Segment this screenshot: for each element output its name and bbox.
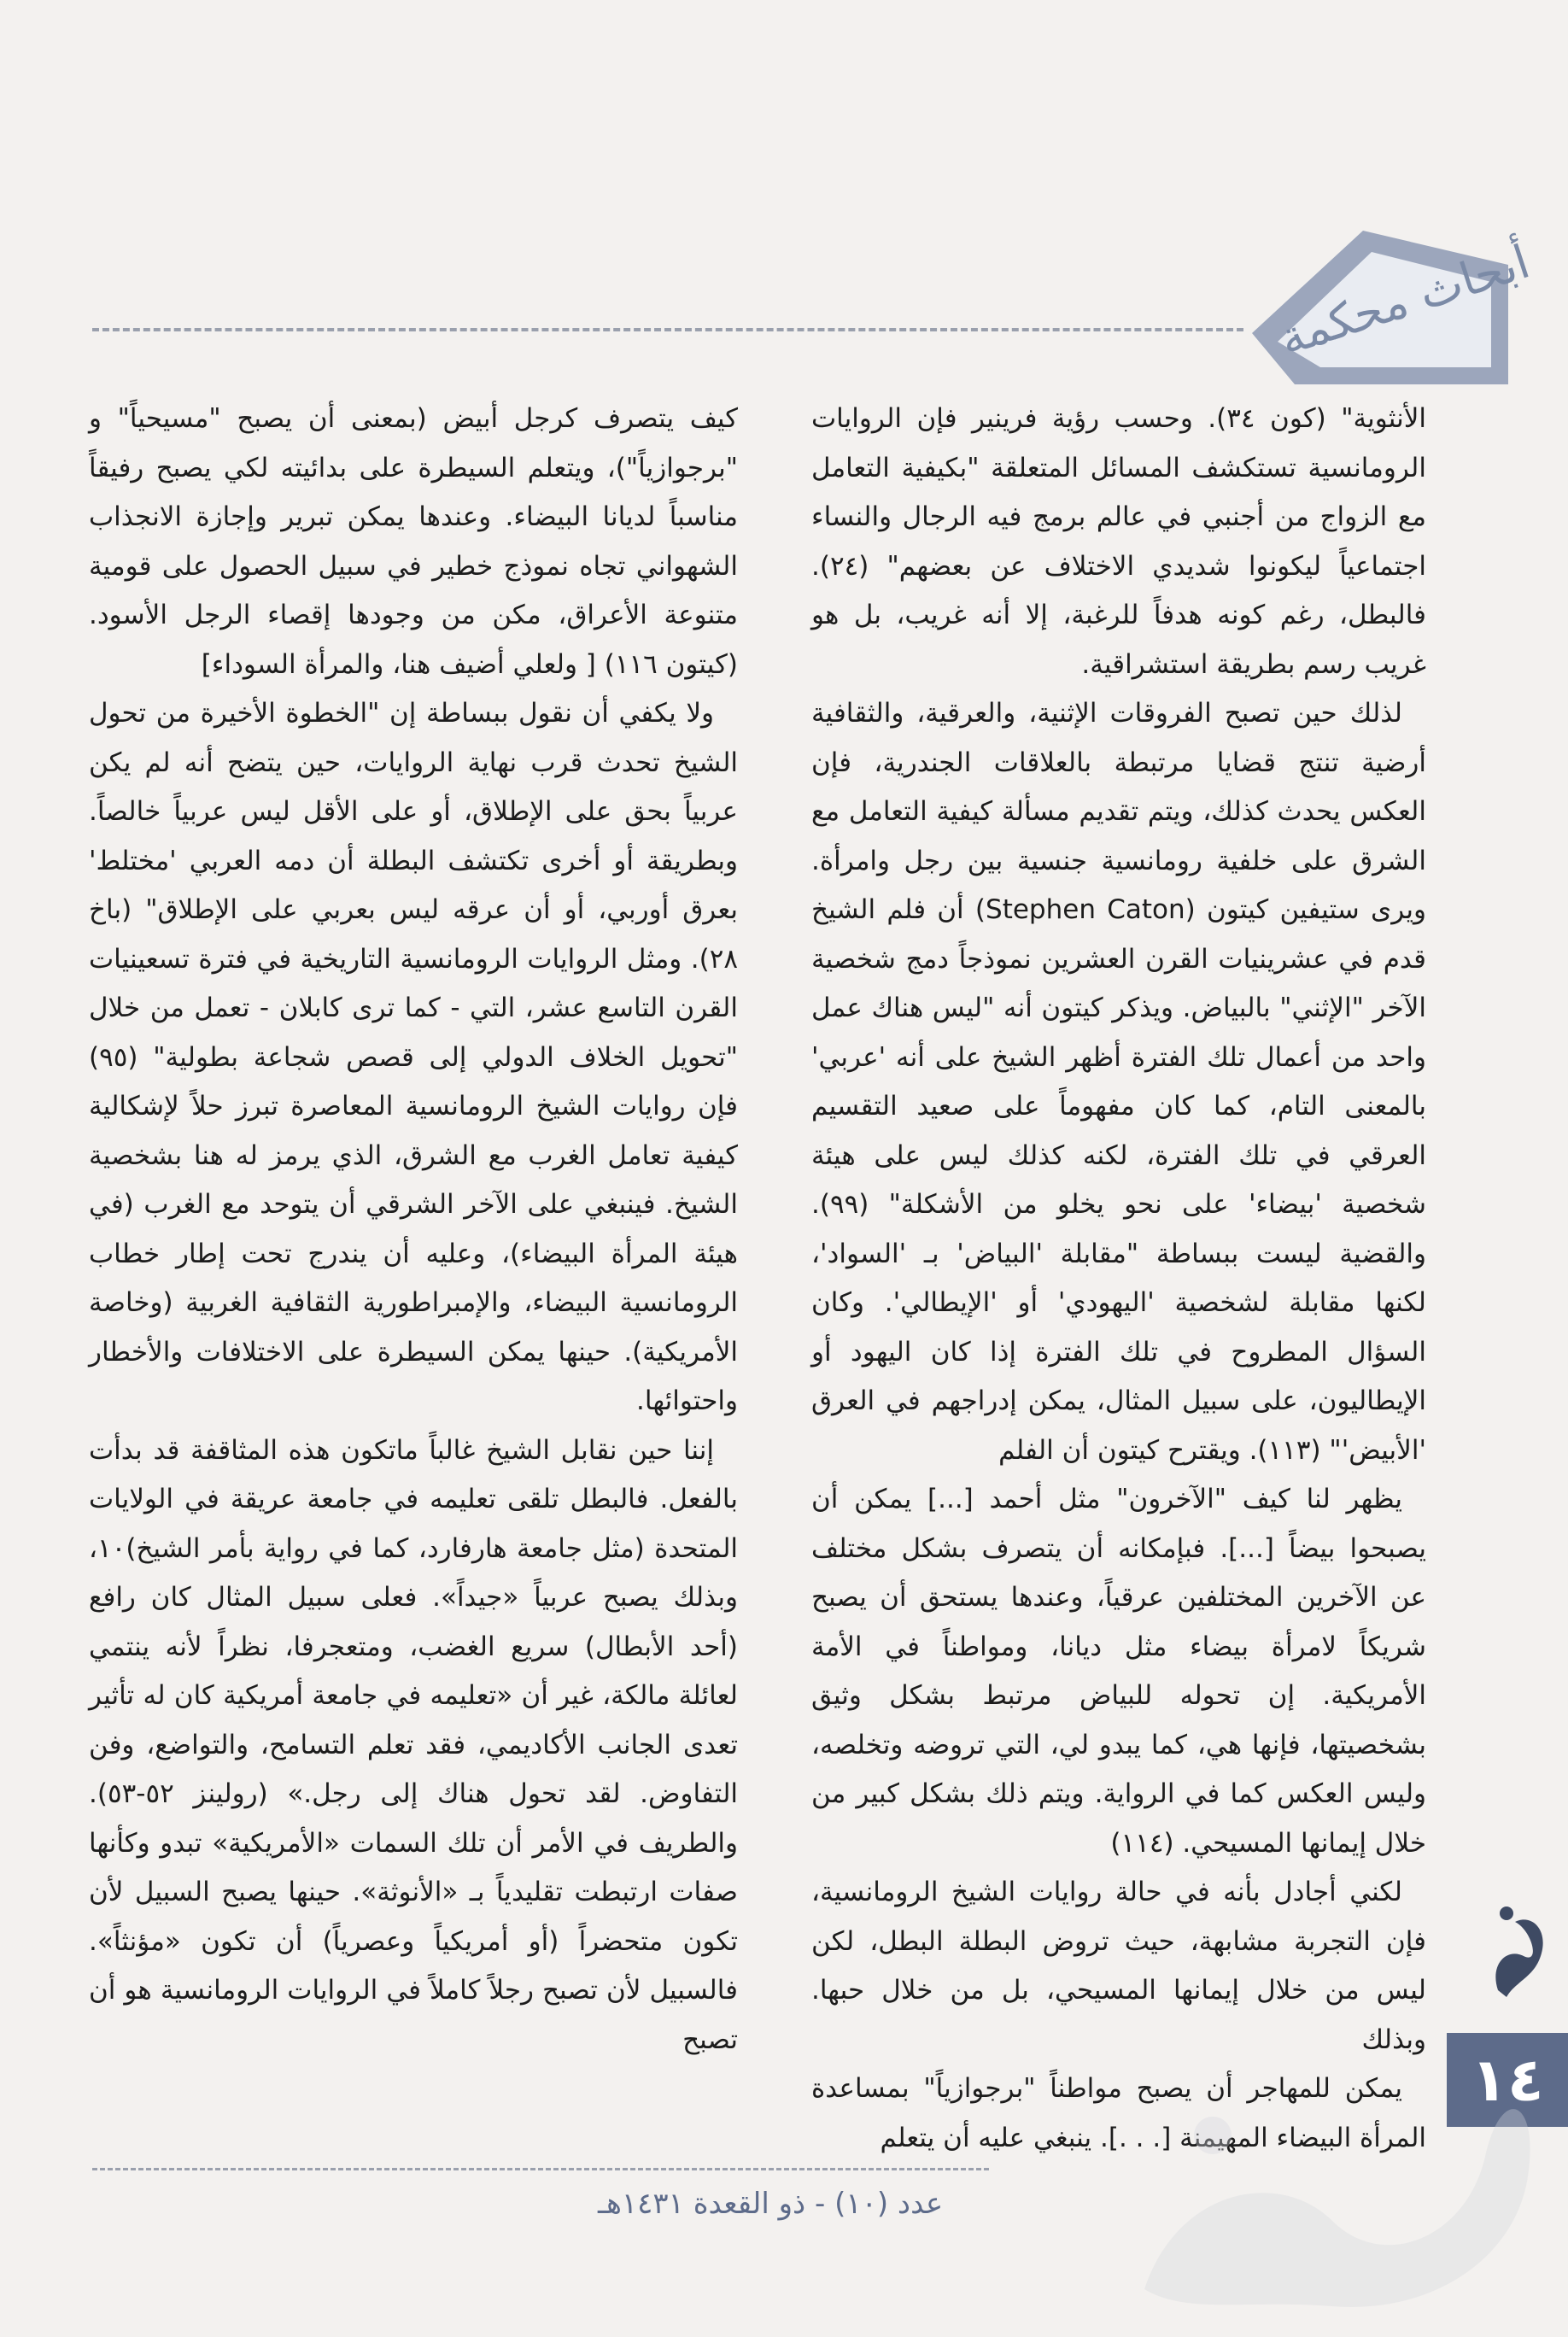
page-number-tab: ١٤ [1447,2033,1568,2127]
paragraph: ولا يكفي أن نقول ببساطة إن "الخطوة الأخيرة من تحول الشيخ تحدث قرب نهاية الروايات، حين يتضح أنه لم يكن عربياً بحق على الإطلاق، أو على الأقل ليس عربياً خالصاً. وبطريقة أو أخرى تكتشف البطلة أن دمه العربي 'مختلط' بعرق أوربي، أو أن عرقه ليس بعربي على الإطلاق" (باخ ٢٨). ومثل الروايات الرومانسية التاريخية في فترة تسعينيات القرن التاسع عشر، التي - كما ترى كابلان - تعمل من خلال "تحويل الخلاف الدولي إلى قصص شجاعة بطولية" (٩٥) فإن روايات الشيخ الرومانسية المعاصرة تبرز حلاً لإشكالية كيفية تعامل الغرب مع الشرق، الذي يرمز له هنا بشخصية الشيخ. فينبغي على الآخر الشرقي أن يتوحد مع الغرب (في هيئة المرأة البيضاء)، وعليه أن يندرج تحت إطار خطاب الرومانسية البيضاء، والإمبراطورية الثقافية الغربية (وخاصة الأمريكية). حينها يمكن السيطرة على الاختلافات والأخطار واحتوائها. [89,698,738,1416]
paragraph: الأنثوية" (كون ٣٤). وحسب رؤية فرينير فإن الروايات الرومانسية تستكشف المسائل المتعلقة "بكيفية التعامل مع الزواج من أجنبي في عالم برمج فيه الرجال والنساء اجتماعياً ليكونوا شديدي الاختلاف عن بعضهم" (٢٤). فالبطل، رغم كونه هدفاً للرغبة، إلا أنه غريب، بل هو غريب رسم بطريقة استشراقية. [811,403,1426,680]
paragraph: لكني أجادل بأنه في حالة روايات الشيخ الرومانسية، فإن التجربة مشابهة، حيث تروض البطلة البطل، لكن ليس من خلال إيمانها المسيحي، بل من خلال حبها. وبذلك [811,1877,1426,2055]
paragraph: إننا حين نقابل الشيخ غالباً ماتكون هذه المثاقفة قد بدأت بالفعل. فالبطل تلقى تعليمه في جامعة عريقة في الولايات المتحدة (مثل جامعة هارفارد، كما في رواية بأمر الشيخ)١٠، وبذلك يصبح عربياً «جيداً». فعلى سبيل المثال كان رافع (أحد الأبطال) سريع الغضب، ومتعجرفا، نظراً لأنه ينتمي لعائلة مالكة، غير أن «تعليمه في جامعة أمريكية كان له تأثير تعدى الجانب الأكاديمي، فقد تعلم التسامح، والتواضع، وفن التفاوض. لقد تحول هناك إلى رجل.» (رولينز ٥٢-٥٣). والطريف في الأمر أن تلك السمات «الأمريكية» تبدو وكأنها صفات ارتبطت تقليدياً بـ «الأنوثة». حينها يصبح السبيل لأن تكون متحضراً (أو أمريكياً وعصرياً) أن تكون «مؤنثاً». فالسبيل لأن تصبح رجلاً كاملاً في الروايات الرومانسية هو أن تصبح [89,1434,738,2055]
header-divider [92,328,1243,331]
paragraph: كيف يتصرف كرجل أبيض (بمعنى أن يصبح "مسيحياً" و "برجوازياً")، ويتعلم السيطرة على بدائيته لكي يصبح رفيقاً مناسباً لديانا البيضاء. وعندها يمكن تبرير وإجازة الانجذاب الشهواني تجاه نموذج خطير في سبيل الحصول على قومية متنوعة الأعراق، مكن من وجودها إقصاء الرجل الأسود. (كيتون ١١٦) [ ولعلي أضيف هنا، والمرأة السوداء] [89,403,738,680]
issue-info: عدد (١٠) - ذو القعدة ١٤٣١هـ [598,2187,944,2221]
magazine-logo-icon [1481,1896,1556,2007]
paragraph: يمكن للمهاجر أن يصبح مواطناً "برجوازياً" بمساعدة المرأة البيضاء المهيمنة [. . .]. ينبغي عليه أن يتعلم [811,2073,1426,2153]
text-column-left [89,395,738,2069]
text-column-right [811,395,1426,2153]
footer-divider [92,2168,989,2170]
section-label: أبحاث محكمة [1273,234,1536,366]
logo-watermark-icon [1110,2033,1554,2323]
paragraph: يظهر لنا كيف "الآخرون" مثل أحمد [...] يمكن أن يصبحوا بيضاً [...]. فبإمكانه أن يتصرف بشكل مختلف عن الآخرين المختلفين عرقياً، وعندها يستحق أن يصبح شريكاً لامرأة بيضاء مثل ديانا، ومواطناً في الأمة الأمريكية. إن تحوله للبياض مرتبط بشكل وثيق بشخصيتها، فإنها هي، كما يبدو لي، التي تروضه وتخلصه، وليس العكس كما في الرواية. ويتم ذلك بشكل كبير من خلال إيمانها المسيحي. (١١٤) [811,1484,1426,1859]
paragraph: لذلك حين تصبح الفروقات الإثنية، والعرقية، والثقافية أرضية تنتج قضايا مرتبطة بالعلاقات الجندرية، فإن العكس يحدث كذلك، ويتم تقديم مسألة كيفية التعامل مع الشرق على خلفية رومانسية جنسية بين رجل وامرأة. ويرى ستيفين كيتون (Stephen Caton) أن فلم الشيخ قدم في عشرينيات القرن العشرين نموذجاً دمج شخصية الآخر "الإثني" بالبياض. ويذكر كيتون أنه "ليس هناك عمل واحد من أعمال تلك الفترة أظهر الشيخ على أنه 'عربي' بالمعنى التام، كما كان مفهوماً على صعيد التقسيم العرقي في تلك الفترة، لكنه كذلك ليس على هيئة شخصية 'بيضاء' على نحو يخلو من الأشكلة" (٩٩). والقضية ليست ببساطة "مقابلة 'البياض' بـ 'السواد'، لكنها مقابلة لشخصية 'اليهودي' أو 'الإيطالي'. وكان السؤال المطروح في تلك الفترة إذا كان اليهود أو الإيطاليون، على سبيل المثال، يمكن إدراجهم في العرق 'الأبيض'" (١١٣). ويقترح كيتون أن الفلم [811,698,1426,1466]
